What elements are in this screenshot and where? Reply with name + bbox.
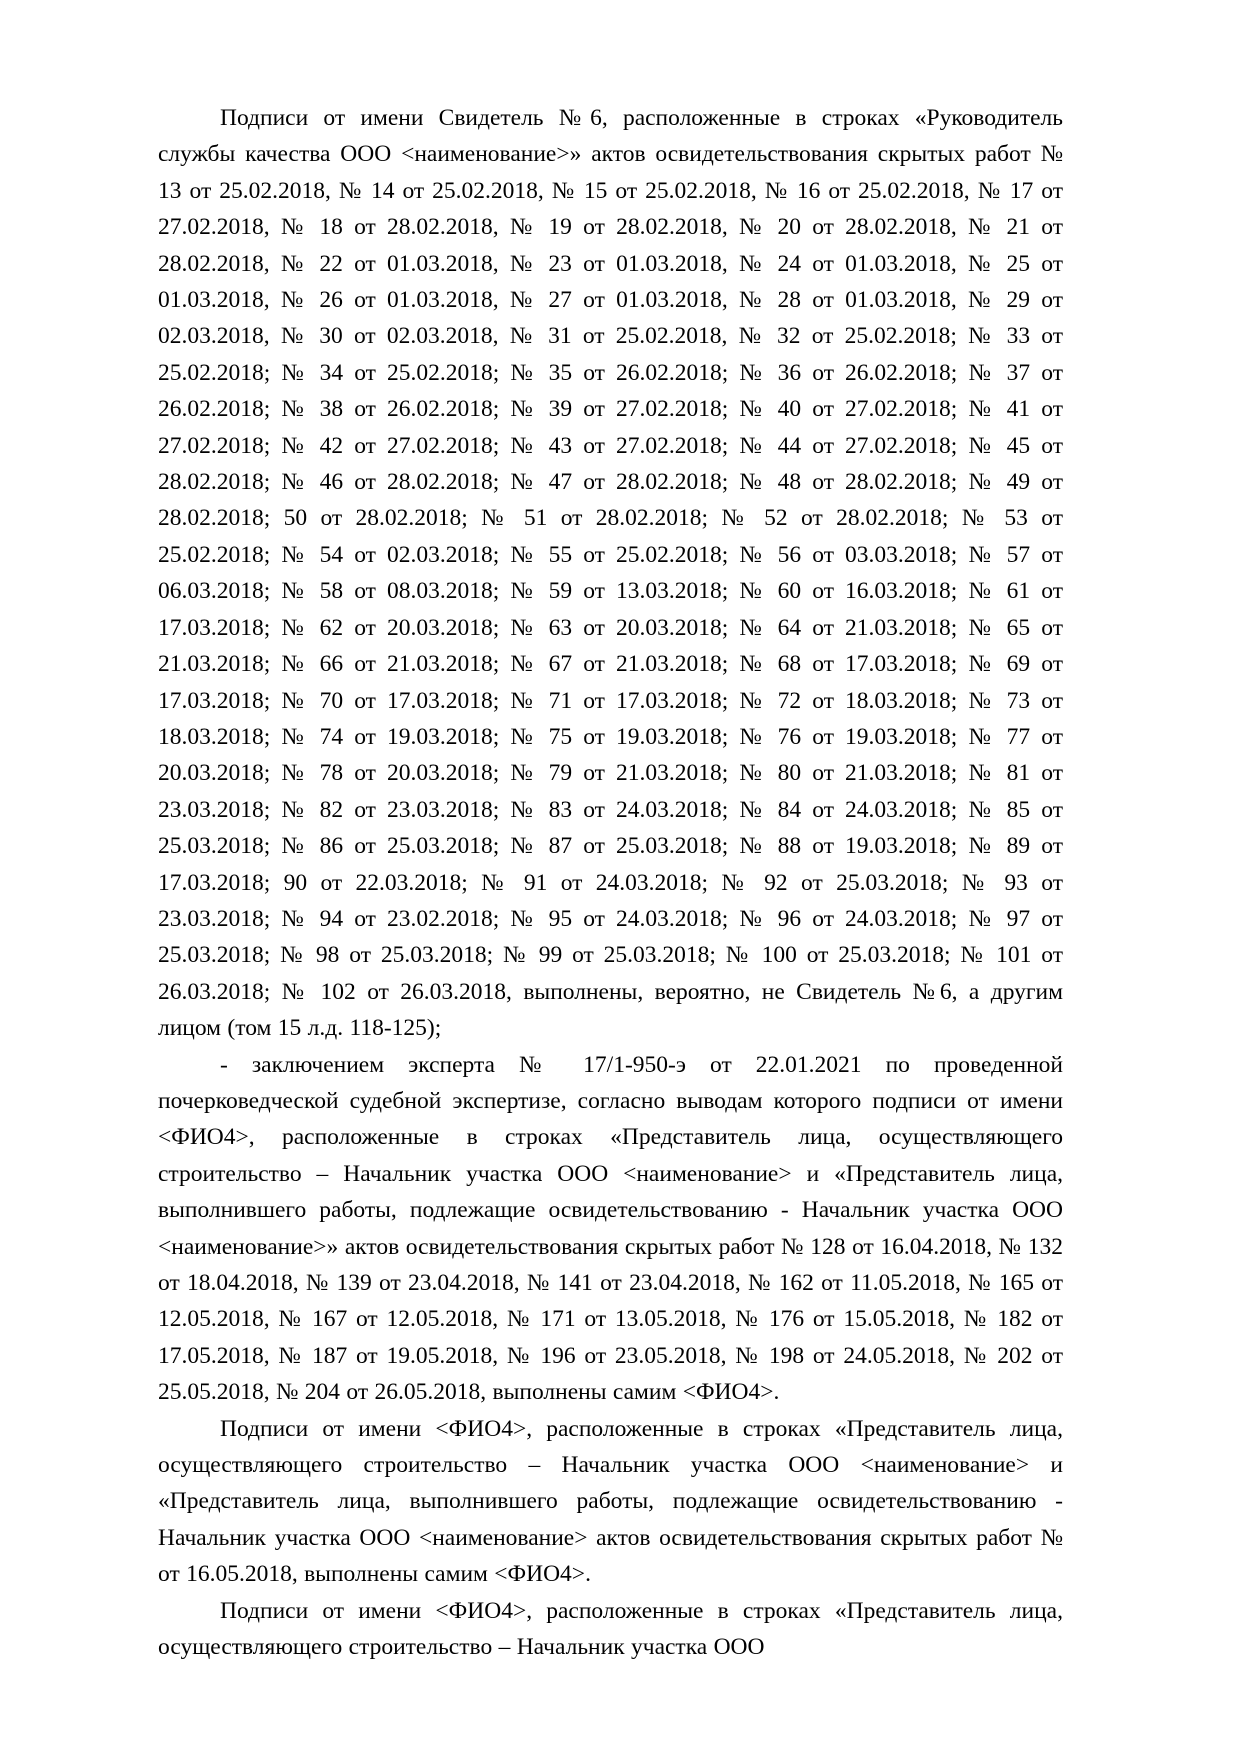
paragraph-signatures-fio4-act: Подписи от имени <ФИО4>, расположенные в строках «Представитель лица, осуществляющего строительство – Начальник участка ООО <наименование> и «Представитель лица, выполнившего работы, подлежащие освидетельствованию - Начальник участка ООО <наименование> актов освидетельствования скрытых работ № от 16.05.2018, выполнены самим <ФИО4>. <box>158 1415 1063 1588</box>
paragraph-signatures-fio4-continued: Подписи от имени <ФИО4>, расположенные в строках «Представитель лица, осуществляющего строительство – Начальник участка ООО <box>158 1597 1063 1661</box>
paragraph-expert-conclusion: - заключением эксперта № 17/1-950-э от 22.01.2021 по проведенной почерковедческой судебной экспертизе, согласно выводам которого подписи от имени <ФИО4>, расположенные в строках «Представитель лица, осуществляющего строительство – Начальник участка ООО <наименование> и «Представитель лица, выполнившего работы, подлежащие освидетельствованию - Начальник участка ООО <наименование>» актов освидетельствования скрытых работ № 128 от 16.04.2018, № 132 от 18.04.2018, № 139 от 23.04.2018, № 141 от 23.04.2018, № 162 от 11.05.2018, № 165 от 12.05.2018, № 167 от 12.05.2018, № 171 от 13.05.2018, № 176 от 15.05.2018, № 182 от 17.05.2018, № 187 от 19.05.2018, № 196 от 23.05.2018, № 198 от 24.05.2018, № 202 от 25.05.2018, № 204 от 26.05.2018, выполнены самим <ФИО4>. <box>158 1051 1063 1406</box>
paragraph-signatures-witness6: Подписи от имени Свидетель №6, расположенные в строках «Руководитель службы качества ООО <наименование>» актов освидетельствования скрытых работ № 13 от 25.02.2018, № 14 от 25.02.2018, № 15 от 25.02.2018, № 16 от 25.02.2018, № 17 от 27.02.2018, № 18 от 28.02.2018, № 19 от 28.02.2018, № 20 от 28.02.2018, № 21 от 28.02.2018, № 22 от 01.03.2018, № 23 от 01.03.2018, № 24 от 01.03.2018, № 25 от 01.03.2018, № 26 от 01.03.2018, № 27 от 01.03.2018, № 28 от 01.03.2018, № 29 от 02.03.2018, № 30 от 02.03.2018, № 31 от 25.02.2018, № 32 от 25.02.2018; № 33 от 25.02.2018; № 34 от 25.02.2018; № 35 от 26.02.2018; № 36 от 26.02.2018; № 37 от 26.02.2018; № 38 от 26.02.2018; № 39 от 27.02.2018; № 40 от 27.02.2018; № 41 от 27.02.2018; № 42 от 27.02.2018; № 43 от 27.02.2018; № 44 от 27.02.2018; № 45 от 28.02.2018; № 46 от 28.02.2018; № 47 от 28.02.2018; № 48 от 28.02.2018; № 49 от 28.02.2018; 50 от 28.02.2018; № 51 от 28.02.2018; № 52 от 28.02.2018; № 53 от 25.02.2018; № 54 от 02.03.2018; № 55 от 25.02.2018; № 56 от 03.03.2018; № 57 от 06.03.2018; № 58 от 08.03.2018; № 59 от 13.03.2018; № 60 от 16.03.2018; № 61 от 17.03.2018; № 62 от 20.03.2018; № 63 от 20.03.2018; № 64 от 21.03.2018; № 65 от 21.03.2018; № 66 от 21.03.2018; № 67 от 21.03.2018; № 68 от 17.03.2018; № 69 от 17.03.2018; № 70 от 17.03.2018; № 71 от 17.03.2018; № 72 от 18.03.2018; № 73 от 18.03.2018; № 74 от 19.03.2018; № 75 от 19.03.2018; № 76 от 19.03.2018; № 77 от 20.03.2018; № 78 от 20.03.2018; № 79 от 21.03.2018; № 80 от 21.03.2018; № 81 от 23.03.2018; № 82 от 23.03.2018; № 83 от 24.03.2018; № 84 от 24.03.2018; № 85 от 25.03.2018; № 86 от 25.03.2018; № 87 от 25.03.2018; № 88 от 19.03.2018; № 89 от 17.03.2018; 90 от 22.03.2018; № 91 от 24.03.2018; № 92 от 25.03.2018; № 93 от 23.03.2018; № 94 от 23.02.2018; № 95 от 24.03.2018; № 96 от 24.03.2018; № 97 от 25.03.2018; № 98 от 25.03.2018; № 99 от 25.03.2018; № 100 от 25.03.2018; № 101 от 26.03.2018; № 102 от 26.03.2018, выполнены, вероятно, не Свидетель №6, а другим лицом (том 15 л.д. 118-125); <box>158 105 1063 1042</box>
